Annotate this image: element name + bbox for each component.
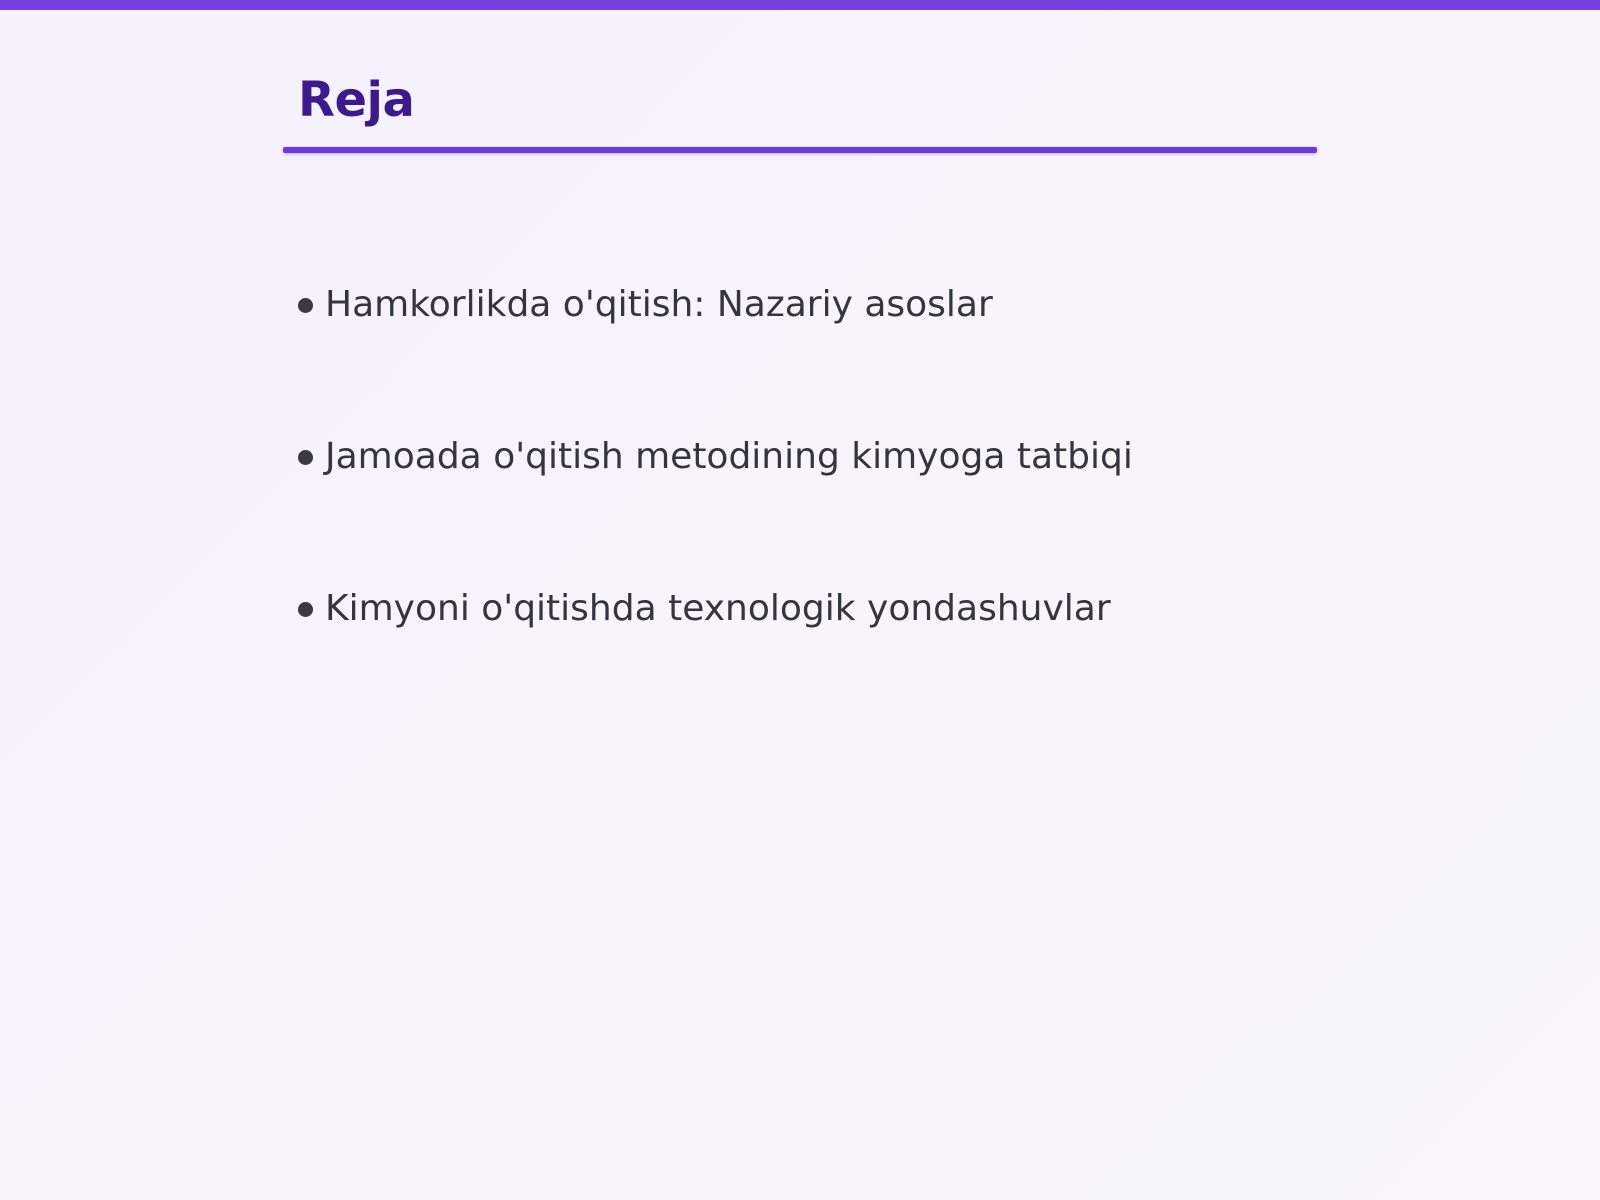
bullet-icon xyxy=(298,450,313,465)
list-item xyxy=(298,584,1111,634)
slide-title: Reja xyxy=(298,72,415,128)
list-item-text: Kimyoni o'qitishda texnologik yondashuvlar xyxy=(325,588,1111,629)
bullet-icon xyxy=(298,602,313,617)
list-item xyxy=(298,432,1133,482)
title-underline xyxy=(283,147,1317,153)
list-item-text: Jamoada o'qitish metodining kimyoga tatbiqi xyxy=(325,436,1133,477)
top-accent-bar xyxy=(0,0,1600,10)
list-item xyxy=(298,280,993,330)
bullet-icon xyxy=(298,298,313,313)
list-item-text: Hamkorlikda o'qitish: Nazariy asoslar xyxy=(325,284,993,325)
